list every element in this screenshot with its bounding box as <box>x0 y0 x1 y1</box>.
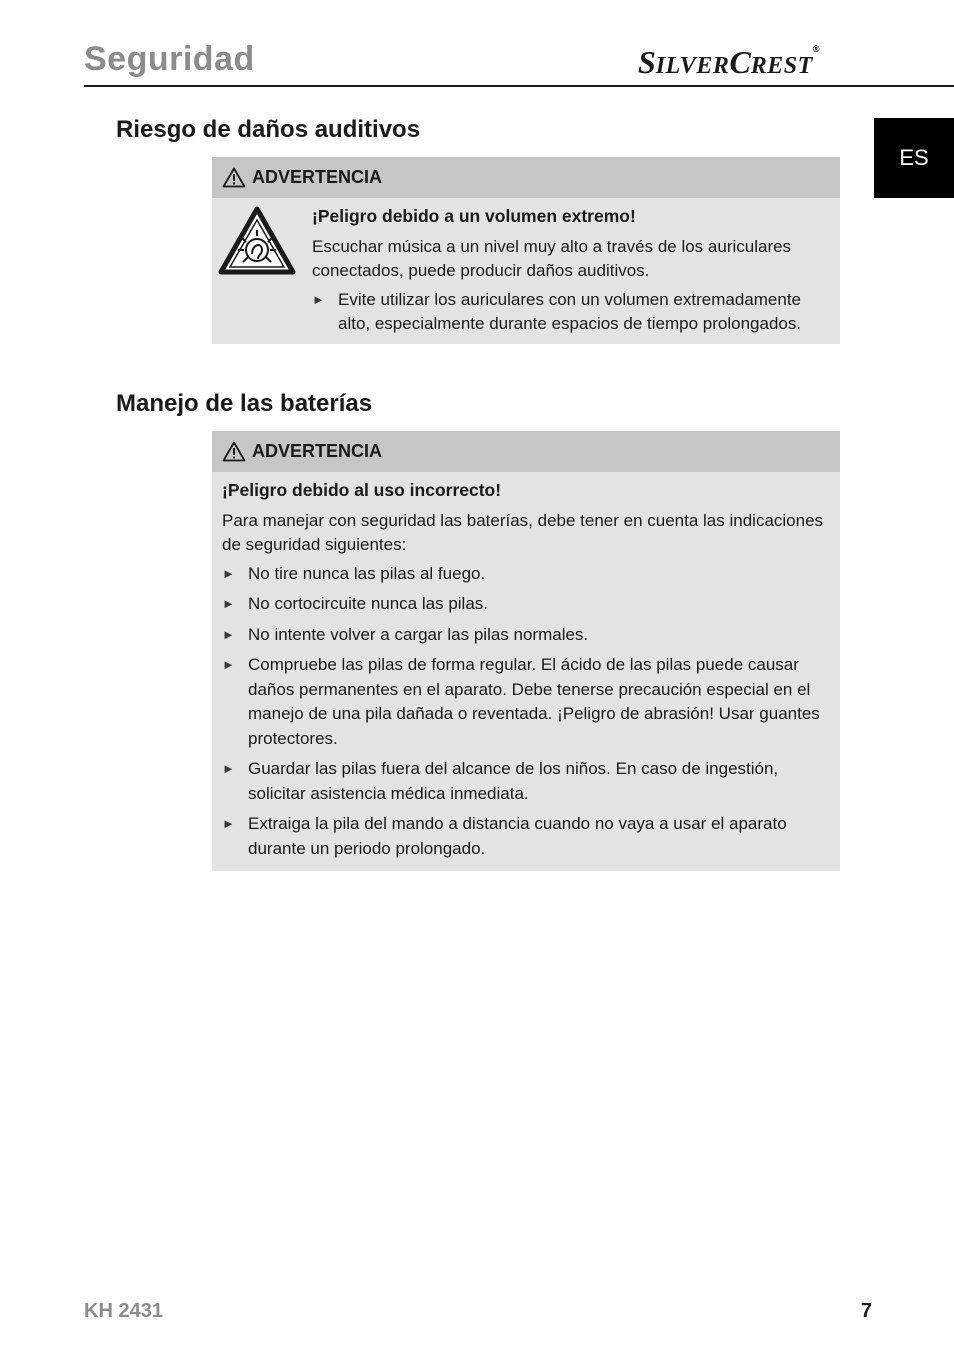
logo-letter: C <box>729 44 751 80</box>
warning-bullets <box>222 562 830 862</box>
registered-mark: ® <box>812 44 820 54</box>
warning-triangle-icon <box>222 441 246 462</box>
warning-header <box>212 431 840 472</box>
list-item: ► Extraiga la pila del mando a distancia cuando no vaya a usar el aparato durante un periodo prolongado. <box>222 814 787 858</box>
list-item: ► No intente volver a cargar las pilas normales. <box>222 623 830 648</box>
warning-text: Para manejar con seguridad las baterías, debe tener en cuenta las indicaciones de seguridad siguientes: <box>222 510 824 554</box>
page-title: Seguridad <box>84 40 255 78</box>
hearing-warning-box <box>212 157 840 344</box>
section-heading-hearing: Riesgo de daños auditivos <box>116 116 421 143</box>
logo-letters: REST <box>750 53 813 79</box>
warning-bullets <box>312 288 832 337</box>
bullet-arrow-icon: ► <box>312 291 325 307</box>
warning-body <box>212 472 840 861</box>
page-number: 7 <box>860 1300 872 1322</box>
bullet-arrow-icon: ► <box>222 761 235 776</box>
warning-label: ADVERTENCIA <box>252 441 383 461</box>
warning-header <box>212 157 840 198</box>
list-item: ► No tire nunca las pilas al fuego. <box>222 562 830 587</box>
footer-model-number: KH 2431 <box>84 1300 163 1322</box>
warning-label: ADVERTENCIA <box>252 167 383 187</box>
hearing-damage-icon <box>218 206 296 276</box>
warning-body <box>212 198 840 344</box>
list-item: ► Evite utilizar los auriculares con un volumen extremadamente alto, especialmente durante espacios de tiempo prolongados. <box>312 289 802 333</box>
bullet-arrow-icon: ► <box>222 816 235 831</box>
logo-letters: ILVER <box>655 53 730 79</box>
language-tab: ES <box>874 118 954 198</box>
bullet-arrow-icon: ► <box>222 657 235 672</box>
header-divider <box>84 85 954 87</box>
section-heading-batteries: Manejo de las baterías <box>116 390 373 417</box>
warning-text: Escuchar música a un nivel muy alto a través de los auriculares conectados, puede producir daños auditivos. <box>312 236 792 280</box>
bullet-arrow-icon: ► <box>222 626 235 642</box>
list-item: ► Guardar las pilas fuera del alcance de los niños. En caso de ingestión, solicitar asistencia médica inmediata. <box>222 759 779 803</box>
list-item: ► Compruebe las pilas de forma regular. El ácido de las pilas puede causar daños permanentes en el aparato. Debe tenerse precaución especial en el manejo de una pila dañada o reventada. ¡Peligro de abrasión! Usar guantes protectores. <box>222 655 820 748</box>
danger-title: ¡Peligro debido a un volumen extremo! <box>312 206 636 226</box>
warning-triangle-icon <box>222 167 246 188</box>
list-item: ► No cortocircuite nunca las pilas. <box>222 592 830 617</box>
bullet-arrow-icon: ► <box>222 565 235 581</box>
bullet-arrow-icon: ► <box>222 596 235 611</box>
logo-letter: S <box>638 44 656 80</box>
danger-title: ¡Peligro debido al uso incorrecto! <box>222 480 502 500</box>
battery-warning-box <box>212 431 840 871</box>
brand-logo <box>638 44 819 81</box>
